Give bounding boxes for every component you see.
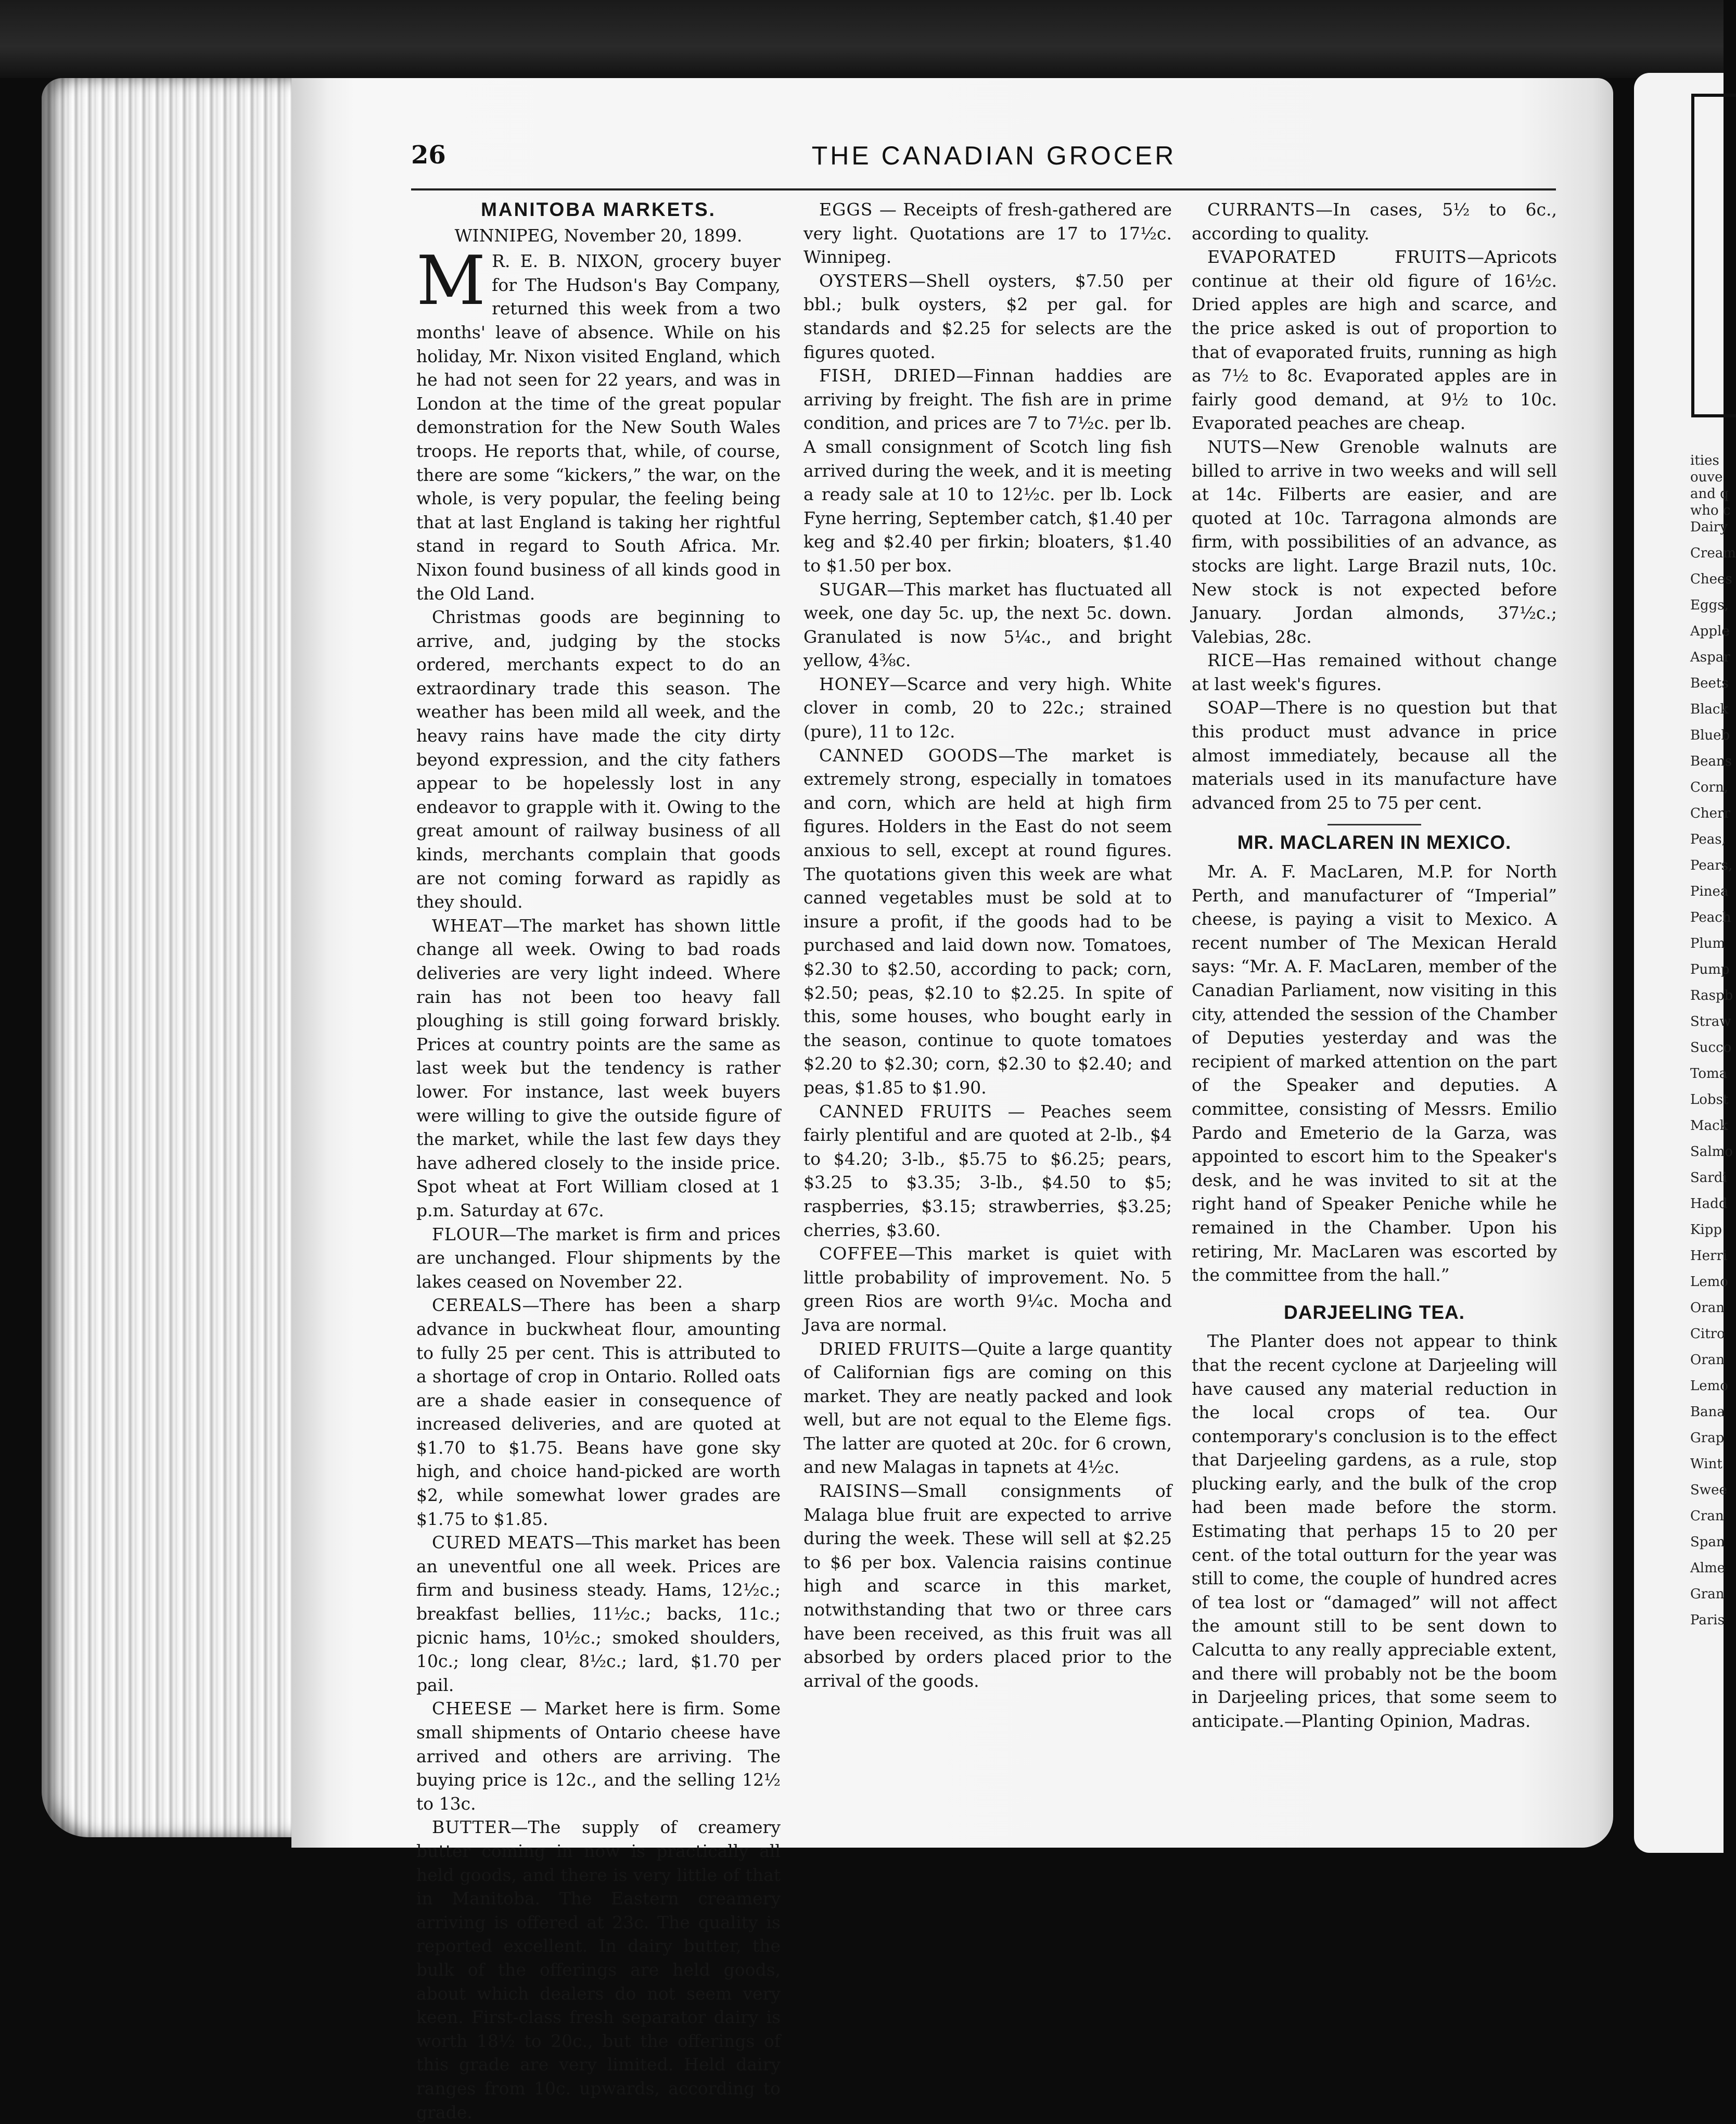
adjacent-page-word: Cherr <box>1690 806 1730 821</box>
market-section: CANNED GOODS—The market is extremely strong, especially in tomatoes and corn, which are held at high firm figures. Holders in the East do not seem anxious to sell, except at round figures. The quotations given this week are what canned vegetables must be sold at to insure a profit, if the goods had to be purchased and laid down now. Tomatoes, $2.30 to $2.50, according to pack; corn, $2.50; peas, $2.10 to $2.25. In spite of this, some houses, who bought early in the season, continue to quote tomatoes $2.20 to $2.30; corn, $2.30 to $2.40; and peas, $1.85 to $1.90. <box>803 745 1172 1098</box>
adjacent-page-word: Gran <box>1690 1586 1725 1602</box>
column-2 <box>803 198 1172 1693</box>
adjacent-page-word: Apple <box>1690 624 1730 639</box>
market-section: CEREALS—There has been a sharp advance in buckwheat flour, amounting to fully 25 per cent. This is attributed to a shortage of crop in Ontario. Rolled oats are a shade easier in consequence of increased deliveries, and are quoted at $1.70 to $1.75. Beans have gone sky high, and choice hand-picked are worth $2, while somewhat lower grades are $1.75 to $1.85. <box>416 1295 781 1529</box>
paragraph: Christmas goods are beginning to arrive, and, judging by the stocks ordered, merchants expect to do an extraordinary trade this season. The weather has been mild all week, and the heavy rains have made the city dirty beyond expression, and the city fathers appear to be hopelessly lost in any endeavor to grapple with it. Owing to the great amount of railway business of all kinds, merchants complain that goods are not coming forward as rapidly as they should. <box>416 607 781 912</box>
adjacent-page <box>1634 73 1736 1853</box>
adjacent-page-word: Cran <box>1690 1508 1724 1524</box>
market-section: FISH, DRIED—Finnan haddies are arriving by freight. The fish are in prime condition, and prices are 7 to 7½c. per lb. A small consignment of Scotch ling fish arrived during the week, and it is meeting a ready sale at 10 to 12½c. per lb. Lock Fyne herring, September catch, $1.40 per keg and $2.40 per firkin; bloaters, $1.40 to $1.50 per box. <box>803 365 1172 576</box>
market-section: CANNED FRUITS — Peaches seem fairly plentiful and are quoted at 2-lb., $4 to $4.20; 3-lb., $5.75 to $6.25; pears, $3.25 to $3.35; 3-lb., $4.50 to $5; raspberries, $3.15; strawberries, $3.25; cherries, $3.60. <box>803 1101 1172 1240</box>
adjacent-page-word: Lemo <box>1690 1274 1728 1290</box>
adjacent-page-word: Beans <box>1690 754 1732 769</box>
adjacent-page-word: Lobst <box>1690 1092 1729 1108</box>
adjacent-page-word: ities <box>1690 453 1719 468</box>
adjacent-page-word: Bana <box>1690 1404 1725 1420</box>
section-divider <box>1327 824 1421 825</box>
adjacent-page-word: Grap <box>1690 1430 1725 1446</box>
adjacent-page-word: Oran <box>1690 1352 1725 1368</box>
journal-title: THE CANADIAN GROCER <box>811 141 1177 170</box>
market-section: RAISINS—Small consignments of Malaga blue fruit are expected to arrive during the week. These will sell at $2.25 to $6 per box. Valencia raisins continue high and scarce in this market, notwithstanding that two or three cars have been received, as this fruit was all absorbed by orders placed prior to the arrival of the goods. <box>803 1481 1172 1691</box>
adjacent-page-word: Raspb <box>1690 988 1733 1003</box>
market-section: DRIED FRUITS—Quite a large quantity of Californian figs are coming on this market. They are neatly packed and look well, but are not equal to the Eleme figs. The latter are quoted at 20c. for 6 crown, and new Malagas in tapnets at 4½c. <box>803 1338 1172 1478</box>
adjacent-page-word: Sardi <box>1690 1170 1727 1186</box>
market-section: CHEESE — Market here is firm. Some small shipments of Ontario cheese have arrived and others are arriving. The buying price is 12c., and the selling 12½ to 13c. <box>416 1698 781 1814</box>
adjacent-page-frame <box>1691 94 1736 417</box>
adjacent-page-word: Kipp <box>1690 1222 1722 1238</box>
article-title: DARJEELING TEA. <box>1283 1301 1465 1323</box>
adjacent-page-word: Cream <box>1690 545 1736 561</box>
adjacent-page-word: Peach <box>1690 910 1731 925</box>
article-title: MR. MACLAREN IN MEXICO. <box>1237 832 1512 854</box>
adjacent-page-word: Chees <box>1690 571 1732 587</box>
column-3 <box>1192 198 1557 1733</box>
adjacent-page-word: Beets <box>1690 676 1729 691</box>
adjacent-page-word: Plum <box>1690 936 1726 951</box>
market-section: OYSTERS—Shell oysters, $7.50 per bbl.; bulk oysters, $2 per gal. for standards and $2.25 for selects are the figures quoted. <box>803 270 1172 362</box>
adjacent-page-word: Peas, <box>1690 832 1726 847</box>
adjacent-page-word: Herri <box>1690 1248 1728 1264</box>
adjacent-page-word: Corn, <box>1690 780 1728 795</box>
market-section: FLOUR—The market is firm and prices are unchanged. Flour shipments by the lakes ceased on November 22. <box>416 1224 781 1292</box>
market-section: WHEAT—The market has shown little change all week. Owing to bad roads deliveries are very light indeed. Where rain has not been too heavy fall ploughing is still going forward briskly. Prices at country points are the same as last week but the tendency is rather lower. For instance, last week buyers were willing to give the outside figure of the market, while the last few days they have adhered closely to the inside price. Spot wheat at Fort William closed at 1 p.m. Saturday at 67c. <box>416 915 781 1220</box>
adjacent-page-word: Pinea <box>1690 884 1729 899</box>
adjacent-page-word: Straw <box>1690 1014 1731 1029</box>
adjacent-page-word: Eggs, <box>1690 597 1729 613</box>
adjacent-page-word: Pump <box>1690 962 1730 977</box>
running-head <box>411 141 1577 177</box>
adjacent-page-word: Alme <box>1690 1560 1726 1576</box>
adjacent-page-word: Swee <box>1690 1482 1727 1498</box>
adjacent-page-word: Mack <box>1690 1118 1728 1134</box>
adjacent-page-word: Pears, <box>1690 858 1733 873</box>
adjacent-page-word: Paris <box>1690 1612 1725 1628</box>
drop-cap: M <box>416 241 486 321</box>
scan-background <box>0 0 1724 78</box>
paragraph: The Planter does not appear to think that the recent cyclone at Darjeeling will have caused any material reduction in the local crops of tea. Our contemporary's conclusion is to the effect that Darjeeling gardens, as a rule, stop plucking early, and the bulk of the crop had been made before the storm. Estimating that perhaps 15 to 20 per cent. of the total outturn for the year was still to come, the couple of hundred acres of tea lost or “damaged” will not affect the amount still to be sent down to Calcutta to any really appreciable extent, and there will probably not be the boom in Darjeeling prices, that some seem to anticipate.—Planting Opinion, Madras. <box>1192 1331 1557 1731</box>
adjacent-page-word: Lemo <box>1690 1378 1728 1394</box>
article-title: MANITOBA MARKETS. <box>481 199 716 220</box>
adjacent-page-word: Blueb <box>1690 728 1730 743</box>
market-section: CURED MEATS—This market has been an uneventful one all week. Prices are firm and business steady. Hams, 12½c.; breakfast bellies, 11½c.; backs, 11c.; picnic hams, 10½c.; smoked shoulders, 10c.; long clear, 8½c.; lard, $1.70 per pail. <box>416 1532 781 1695</box>
page-edges <box>42 78 333 1837</box>
page-number: 26 <box>411 141 446 170</box>
market-section: EGGS — Receipts of fresh-gathered are very light. Quotations are 17 to 17½c. Winnipeg. <box>803 199 1172 268</box>
paragraph: Mr. A. F. MacLaren, M.P. for North Perth, and manufacturer of “Imperial” cheese, is paying a visit to Mexico. A recent number of The Mexican Herald says: “Mr. A. F. MacLaren, member of the Canadian Parliament, now visiting in this city, attended the session of the Chamber of Deputies yesterday and was the recipient of marked attention on the part of the Speaker and deputies. A committee, consisting of Messrs. Emilio Pardo and Emeterio de la Garza, was appointed to escort him to the Speaker's desk, and he was invited to sit at the right hand of Speaker Peniche while he remained in the Chamber. Upon his retiring, Mr. MacLaren was escorted by the committee from the hall.” <box>1192 861 1557 1286</box>
market-section: HONEY—Scarce and very high. White clover in comb, 20 to 22c.; strained (pure), 11 to 12c. <box>803 673 1172 742</box>
column-1 <box>416 198 781 2124</box>
adjacent-page-word: Salmo <box>1690 1144 1733 1160</box>
market-section: BUTTER—The supply of creamery butter coming in now is practically all held goods, and there is very little of that in Manitoba. The Eastern creamery arriving is offered at 23c. The quality is reported excellent. In dairy butter, the bulk of the offerings are held goods, about which dealers do not seem very keen. First-class fresh separator dairy is worth 18½ to 20c., but the offerings of this grade are very limited. Held dairy ranges from 10c. upwards, according to grade. <box>416 1817 781 2122</box>
adjacent-page-word: Citro <box>1690 1326 1725 1342</box>
adjacent-page-word: Wint <box>1690 1456 1722 1472</box>
market-section: EVAPORATED FRUITS—Apricots continue at their old figure of 16½c. Dried apples are high and scarce, and the price asked is out of proportion to that of evaporated fruits, running as high as 7½ to 8c. Evaporated apples are in fairly good demand, at 9½ to 10c. Evaporated peaches are cheap. <box>1192 247 1557 434</box>
adjacent-page-word: Span <box>1690 1534 1725 1550</box>
adjacent-page-word: Dairy <box>1690 519 1728 535</box>
adjacent-page-word: Black <box>1690 702 1729 717</box>
market-section: SUGAR—This market has fluctuated all week, one day 5c. up, the next 5c. down. Granulated is now 5¼c., and bright yellow, 4⅜c. <box>803 579 1172 671</box>
market-section: COFFEE—This market is quiet with little probability of improvement. No. 5 green Rios are worth 9¼c. Mocha and Java are normal. <box>803 1243 1172 1335</box>
adjacent-page-word: and q <box>1690 486 1729 502</box>
adjacent-page-word: ouve <box>1690 469 1723 485</box>
header-rule <box>411 188 1556 190</box>
adjacent-page-word: Succo <box>1690 1040 1732 1055</box>
intro-paragraph: M R. E. B. NIXON, grocery buyer for The Hudson's Bay Company, returned this week from a two months' leave of absence. While on his holiday, Mr. Nixon visited England, which he had not seen for 22 years, and was in London at the time of the great popular demonstration for the New South Wales troops. He reports that, while, of course, there are some “kickers,” the war, on the whole, is very popular, the feeling being that at last England is taking her rightful stand in regard to South Africa. Mr. Nixon found business of all kinds good in the Old Land. <box>416 241 781 604</box>
market-section: SOAP—There is no question but that this product must advance in price almost immediately, because all the materials used in its manufacture have advanced from 25 to 75 per cent. <box>1192 697 1557 813</box>
adjacent-page-word: who c <box>1690 503 1731 518</box>
market-section: NUTS—New Grenoble walnuts are billed to arrive in two weeks and will sell at 14c. Filberts are easier, and are quoted at 10c. Tarragona almonds are firm, with possibilities of an advance, as stocks are light. Large Brazil nuts, 10c. New stock is not expected before January. Jordan almonds, 37½c.; Valebias, 28c. <box>1192 436 1557 647</box>
market-section: RICE—Has remained without change at last week's figures. <box>1192 650 1557 694</box>
adjacent-page-word: Oran <box>1690 1300 1725 1316</box>
adjacent-page-word: Aspar <box>1690 650 1730 665</box>
adjacent-page-word: Hadd <box>1690 1196 1728 1212</box>
adjacent-page-word: Toma <box>1690 1066 1728 1082</box>
dateline: WINNIPEG, November 20, 1899. <box>454 225 743 246</box>
market-section: CURRANTS—In cases, 5½ to 6c., according to quality. <box>1192 199 1557 244</box>
